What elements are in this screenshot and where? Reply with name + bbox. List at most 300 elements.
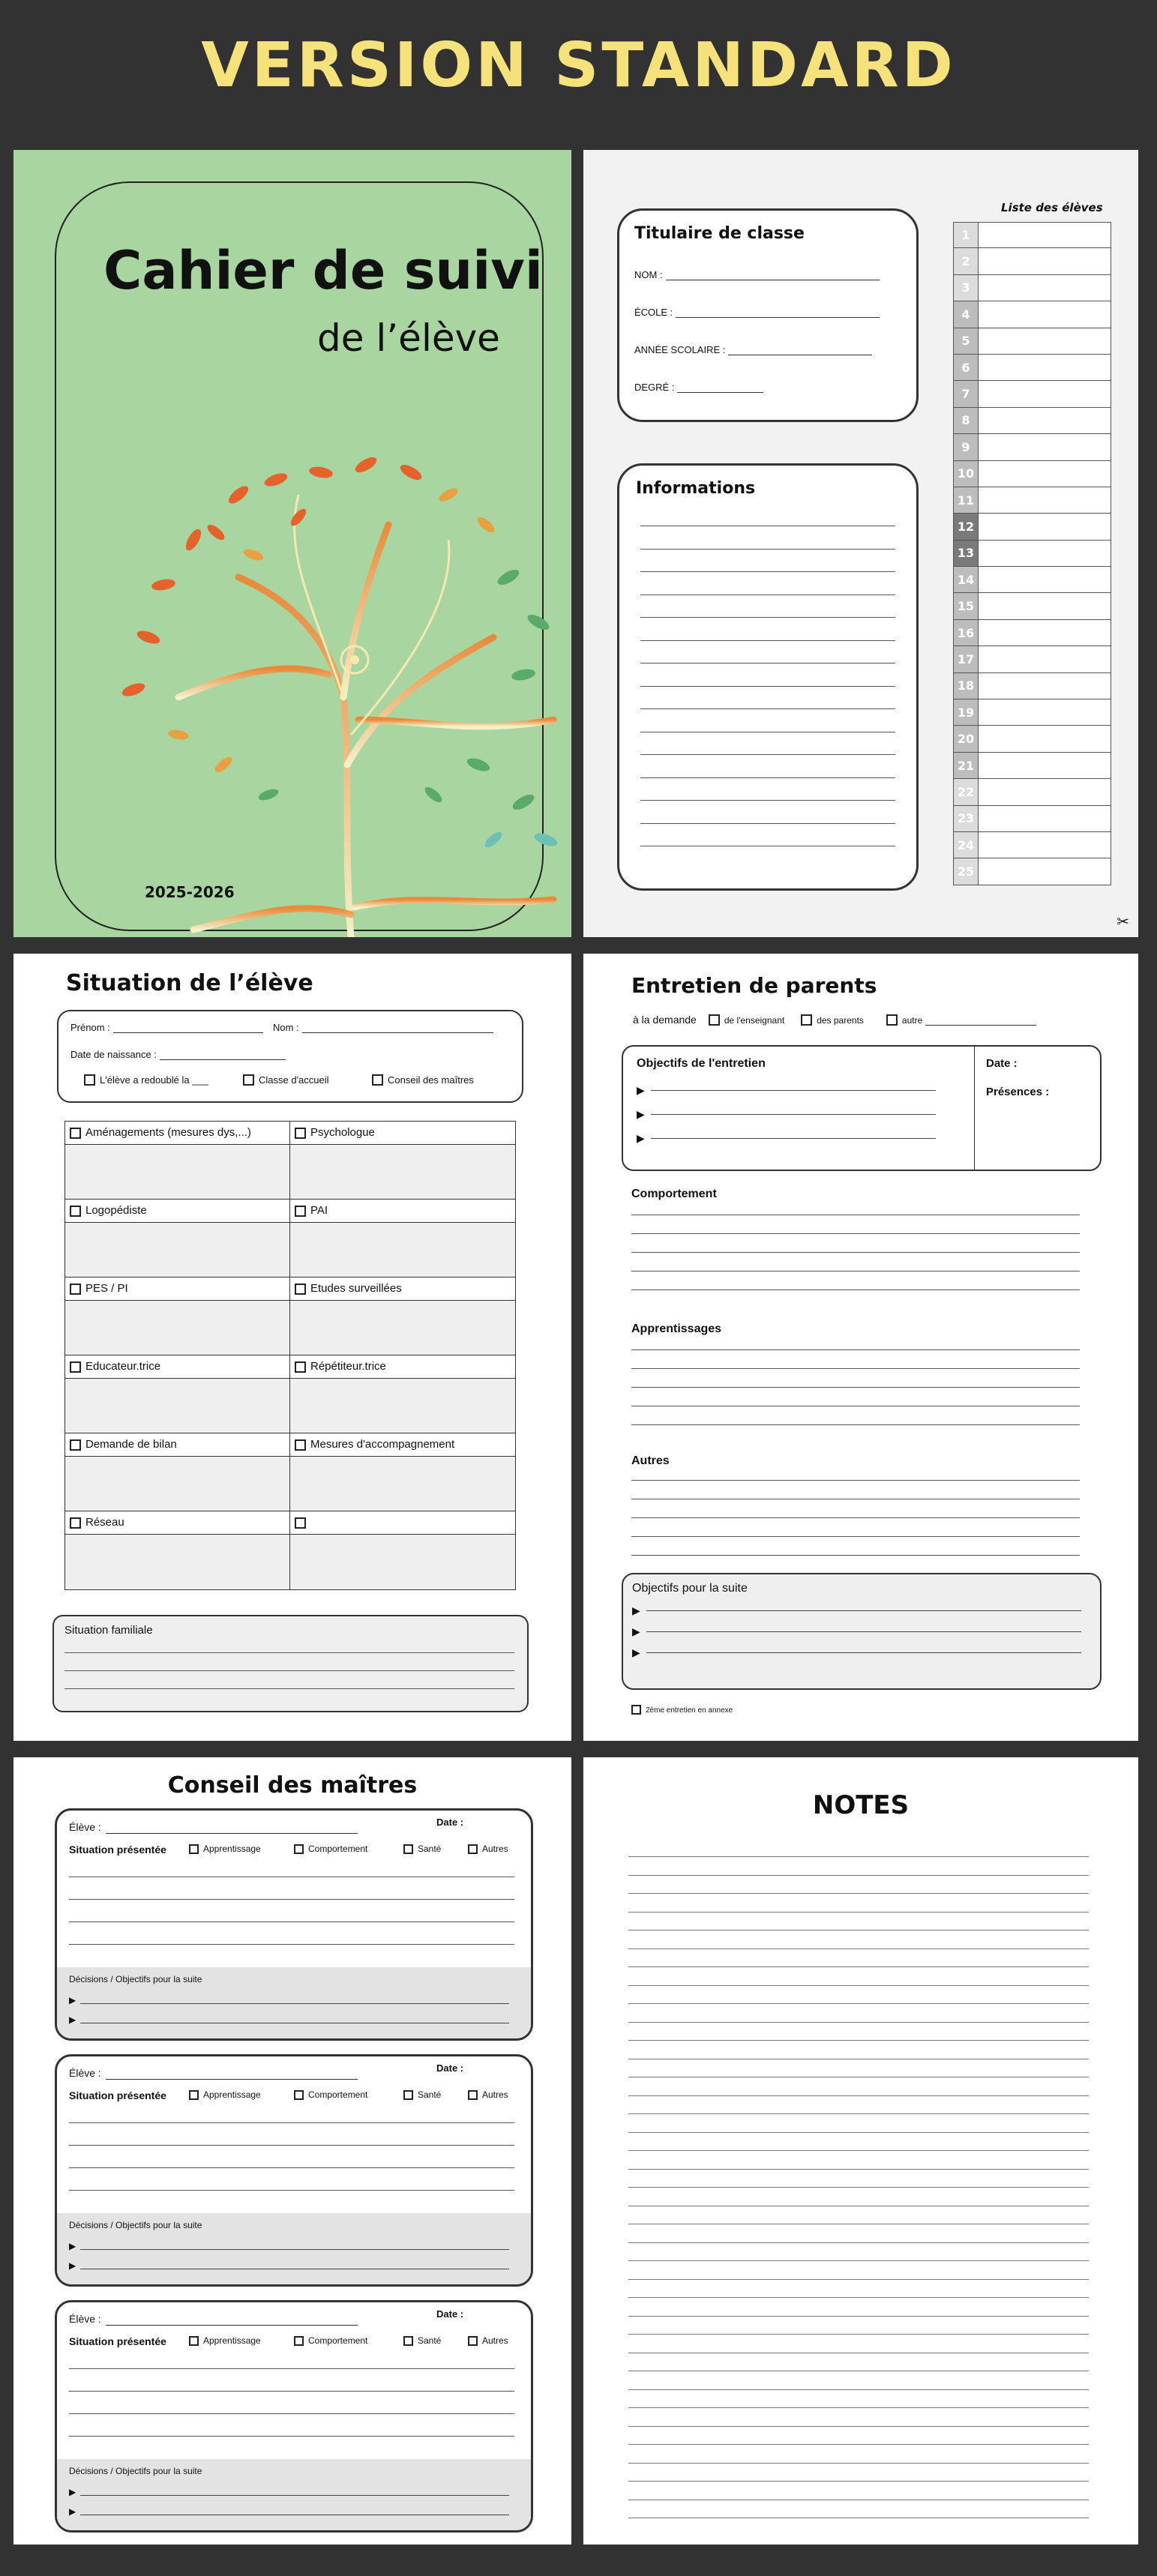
writing-line[interactable]	[640, 571, 895, 572]
titulaire-title: Titulaire de classe	[634, 224, 805, 243]
roster-name-cell[interactable]	[979, 328, 1111, 354]
comportement-label: Comportement	[631, 1188, 717, 1200]
writing-line[interactable]	[628, 2187, 1089, 2188]
ecole-label: ÉCOLE :	[634, 307, 673, 318]
grid-row	[65, 1535, 515, 1589]
writing-line[interactable]	[640, 617, 895, 618]
grid-header-cell[interactable]	[290, 1122, 515, 1145]
roster-row	[953, 646, 1111, 672]
writing-line[interactable]	[628, 2150, 1089, 2151]
writing-line[interactable]	[69, 2391, 514, 2392]
grid-notes-cell[interactable]	[65, 1379, 290, 1433]
writing-line[interactable]	[628, 1948, 1089, 1949]
roster-name-cell[interactable]	[979, 248, 1111, 274]
writing-line[interactable]	[631, 1424, 1080, 1425]
writing-line[interactable]	[628, 2003, 1089, 2004]
roster-name-cell[interactable]	[979, 753, 1111, 778]
writing-line[interactable]	[640, 823, 895, 824]
prenom-field[interactable]	[70, 1022, 263, 1033]
roster-name-cell[interactable]	[979, 567, 1111, 592]
situation-nom-field[interactable]	[273, 1022, 493, 1033]
option-check[interactable]	[294, 2089, 367, 2100]
option-check[interactable]	[189, 1844, 261, 1854]
grid-row	[65, 1511, 515, 1535]
line	[80, 2508, 509, 2515]
eleve-line[interactable]	[106, 2325, 358, 2326]
naissance-field[interactable]	[70, 1049, 286, 1060]
grid-header-cell[interactable]	[65, 1511, 290, 1535]
grid-label: Logopédiste	[85, 1204, 147, 1217]
writing-line[interactable]	[628, 2316, 1089, 2317]
checkbox[interactable]	[70, 1439, 81, 1451]
roster-name-cell[interactable]	[979, 699, 1111, 725]
writing-line[interactable]	[628, 1985, 1089, 1986]
writing-line[interactable]	[628, 2169, 1089, 2170]
roster-number: 3	[954, 275, 979, 301]
roster-number: 4	[954, 301, 979, 327]
writing-line[interactable]	[69, 1944, 514, 1945]
writing-line[interactable]	[631, 1252, 1080, 1253]
roster-row	[953, 275, 1111, 301]
roster-row	[953, 248, 1111, 274]
grid-row	[65, 1457, 515, 1511]
writing-line[interactable]	[628, 2463, 1089, 2464]
checkbox[interactable]	[295, 1206, 306, 1217]
writing-line[interactable]	[628, 2389, 1089, 2390]
presences-label: Présences :	[986, 1086, 1050, 1098]
situation-label: Situation présentée	[69, 1844, 166, 1856]
accueil-check[interactable]	[243, 1074, 329, 1086]
writing-line[interactable]	[640, 800, 895, 801]
checkbox[interactable]	[295, 1284, 306, 1295]
roster-number: 14	[954, 567, 979, 592]
arrow-icon: ▶	[632, 1646, 640, 1658]
situation-nom-label: Nom :	[273, 1022, 299, 1033]
roster-name-cell[interactable]	[979, 487, 1111, 513]
roster-row	[953, 593, 1111, 619]
cover-year: 2025-2026	[145, 883, 235, 901]
objectifs-box	[622, 1045, 1102, 1171]
option-label: Apprentissage	[203, 1844, 261, 1854]
checkbox[interactable]	[294, 2336, 304, 2346]
grid-label: Mesures d'accompagnement	[310, 1438, 455, 1451]
writing-line[interactable]	[628, 2113, 1089, 2114]
checkbox[interactable]	[468, 2090, 478, 2100]
roster-row	[953, 753, 1111, 779]
roster-name-cell[interactable]	[979, 858, 1111, 884]
roster-row	[953, 541, 1111, 567]
option-check[interactable]	[189, 2335, 261, 2346]
writing-line[interactable]	[628, 2260, 1089, 2261]
checkbox[interactable]	[295, 1439, 306, 1451]
roster-row	[953, 699, 1111, 726]
option-check[interactable]	[294, 1844, 367, 1854]
writing-line[interactable]	[640, 549, 895, 550]
scissors-icon: ✂	[1117, 914, 1129, 930]
grid-label: Demande de bilan	[85, 1438, 177, 1451]
writing-line[interactable]	[628, 2242, 1089, 2243]
checkbox[interactable]	[295, 1361, 306, 1373]
opt-enseignant: de l'enseignant	[724, 1015, 785, 1026]
option-label: Apprentissage	[203, 2335, 261, 2346]
objectif-line-3[interactable]	[637, 1132, 936, 1145]
roster-row	[953, 381, 1111, 407]
writing-line[interactable]	[69, 2190, 514, 2191]
situation-page	[13, 954, 571, 1741]
writing-line[interactable]	[628, 2095, 1089, 2096]
writing-line[interactable]	[628, 2022, 1089, 2023]
roster-number: 7	[954, 381, 979, 406]
writing-line[interactable]	[628, 1856, 1089, 1857]
grid-header-cell[interactable]	[290, 1200, 515, 1223]
writing-line[interactable]	[631, 1480, 1080, 1481]
writing-line[interactable]	[628, 1912, 1089, 1913]
roster-number: 6	[954, 355, 979, 380]
roster-name-cell[interactable]	[979, 620, 1111, 645]
support-grid	[64, 1121, 516, 1590]
grid-notes-cell[interactable]	[290, 1457, 515, 1511]
roster-number: 5	[954, 328, 979, 354]
roster-number: 2	[954, 248, 979, 274]
grid-header-cell[interactable]	[290, 1278, 515, 1301]
grid-header-cell[interactable]	[65, 1122, 290, 1145]
grid-row	[65, 1301, 515, 1355]
entretien-title: Entretien de parents	[631, 973, 877, 998]
grid-header-cell[interactable]	[65, 1355, 290, 1379]
writing-line[interactable]	[628, 1930, 1089, 1931]
arrow-icon: ▶	[69, 2014, 76, 2025]
situation-title: Situation de l’élève	[66, 970, 313, 996]
writing-line[interactable]	[69, 2368, 514, 2369]
checkbox[interactable]	[294, 2090, 304, 2100]
decision-line[interactable]	[69, 1995, 509, 2005]
grid-notes-cell[interactable]	[65, 1301, 290, 1355]
demande-row	[633, 1014, 1036, 1026]
option-label: Comportement	[308, 2335, 368, 2346]
grid-notes-cell[interactable]	[290, 1223, 515, 1278]
writing-line[interactable]	[628, 1875, 1089, 1876]
informations-title: Informations	[636, 479, 756, 498]
familiale-box	[52, 1615, 529, 1712]
grid-label: PES / PI	[85, 1282, 128, 1295]
roster-row	[953, 487, 1111, 514]
objectifs-label: Objectifs de l'entretien	[637, 1057, 766, 1070]
naissance-label: Date de naissance :	[70, 1049, 157, 1060]
roster-number: 22	[954, 779, 979, 804]
option-label: Autres	[482, 2089, 508, 2100]
roster-name-cell[interactable]	[979, 806, 1111, 831]
grid-header-cell[interactable]	[290, 1355, 515, 1379]
roster-name-cell[interactable]	[979, 646, 1111, 672]
roster-number: 10	[954, 461, 979, 487]
roster-number: 18	[954, 673, 979, 699]
notes-title: NOTES	[812, 1790, 910, 1820]
checkbox[interactable]	[468, 2336, 478, 2346]
roster-name-cell[interactable]	[979, 673, 1111, 699]
objectif-line-1[interactable]	[637, 1084, 936, 1097]
option-check[interactable]	[468, 2335, 508, 2346]
roster-row	[953, 222, 1111, 248]
arrow-icon: ▶	[632, 1625, 640, 1637]
annexe-check[interactable]	[631, 1705, 733, 1715]
decision-line[interactable]	[69, 2506, 509, 2517]
checkbox[interactable]	[243, 1074, 254, 1086]
checkbox[interactable]	[295, 1517, 306, 1529]
checkbox[interactable]	[189, 2336, 199, 2346]
writing-line[interactable]	[640, 640, 895, 641]
checkbox[interactable]	[295, 1128, 306, 1139]
decision-line[interactable]	[69, 2014, 509, 2025]
arrow-icon: ▶	[69, 2260, 76, 2271]
roster-name-cell[interactable]	[979, 408, 1111, 433]
roster-number: 13	[954, 541, 979, 566]
eleve-line[interactable]	[106, 2079, 358, 2080]
writing-line[interactable]	[628, 1966, 1089, 1967]
familiale-label: Situation familiale	[64, 1624, 153, 1637]
writing-line[interactable]	[631, 1536, 1080, 1537]
roster-number: 9	[954, 434, 979, 460]
roster-number: 23	[954, 806, 979, 831]
arrow-icon: ▶	[637, 1108, 645, 1120]
objectif-line-2[interactable]	[637, 1108, 936, 1121]
checkbox[interactable]	[801, 1014, 812, 1026]
suite-label: Objectifs pour la suite	[632, 1582, 748, 1595]
writing-line[interactable]	[631, 1233, 1080, 1234]
roster-row	[953, 832, 1111, 858]
arrow-icon: ▶	[637, 1084, 645, 1096]
checkbox[interactable]	[70, 1361, 81, 1373]
roster-row	[953, 301, 1111, 328]
roster-number: 8	[954, 408, 979, 433]
writing-line[interactable]	[631, 1289, 1080, 1290]
decisions-label: Décisions / Objectifs pour la suite	[69, 2466, 202, 2476]
conseil-check[interactable]	[372, 1074, 474, 1086]
conseil-entry	[55, 1808, 533, 2041]
suite-line-1[interactable]	[632, 1604, 1081, 1617]
checkbox[interactable]	[84, 1074, 95, 1086]
writing-line[interactable]	[69, 1899, 514, 1900]
suite-line-2[interactable]	[632, 1625, 1081, 1638]
checkbox[interactable]	[372, 1074, 383, 1086]
eleve-line[interactable]	[106, 1833, 358, 1834]
writing-line[interactable]	[69, 2436, 514, 2437]
writing-line[interactable]	[69, 2145, 514, 2146]
banner-title: VERSION STANDARD	[201, 30, 956, 101]
grid-row	[65, 1355, 515, 1379]
roster-row	[953, 355, 1111, 381]
decision-line[interactable]	[69, 2260, 509, 2271]
checkbox[interactable]	[403, 2090, 413, 2100]
decision-line[interactable]	[69, 2487, 509, 2497]
roster-row	[953, 434, 1111, 460]
checkbox[interactable]	[403, 2336, 413, 2346]
option-check[interactable]	[403, 2089, 441, 2100]
roster-name-cell[interactable]	[979, 514, 1111, 539]
roster-number: 21	[954, 753, 979, 778]
checkbox[interactable]	[403, 1844, 413, 1854]
roster-name-cell[interactable]	[979, 726, 1111, 751]
arrow-icon: ▶	[69, 1995, 76, 2005]
annexe-label: 2ème entretien en annexe	[646, 1706, 733, 1715]
checkbox[interactable]	[468, 1844, 478, 1854]
checkbox[interactable]	[631, 1705, 641, 1715]
conseil-entry	[55, 2054, 533, 2287]
grid-header-cell[interactable]	[290, 1511, 515, 1535]
line	[80, 2488, 509, 2496]
writing-line[interactable]	[628, 1893, 1089, 1894]
writing-line[interactable]	[640, 777, 895, 778]
option-check[interactable]	[468, 1844, 508, 1854]
writing-line[interactable]	[631, 1555, 1080, 1556]
writing-line[interactable]	[631, 1387, 1080, 1388]
situation-label: Situation présentée	[69, 2335, 166, 2347]
writing-line[interactable]	[640, 708, 895, 709]
conseil-title: Conseil des maîtres	[167, 1772, 418, 1799]
redouble-check[interactable]	[84, 1074, 208, 1086]
grid-notes-cell[interactable]	[65, 1223, 290, 1278]
checkbox[interactable]	[886, 1014, 898, 1026]
writing-line[interactable]	[631, 1517, 1080, 1518]
grid-header-cell[interactable]	[290, 1433, 515, 1457]
option-check[interactable]	[294, 2335, 367, 2346]
ecole-field[interactable]	[634, 307, 880, 318]
writing-line[interactable]	[628, 2297, 1089, 2298]
conseil-page	[13, 1757, 571, 2545]
date-label: Date :	[986, 1057, 1018, 1070]
checkbox[interactable]	[70, 1206, 81, 1217]
writing-line[interactable]	[69, 2167, 514, 2168]
grid-header-cell[interactable]	[65, 1433, 290, 1457]
writing-line[interactable]	[628, 2444, 1089, 2445]
nom-field[interactable]	[634, 269, 880, 280]
checkbox[interactable]	[294, 1844, 304, 1854]
writing-line[interactable]	[628, 2407, 1089, 2408]
grid-notes-cell[interactable]	[290, 1535, 515, 1589]
grid-header-cell[interactable]	[65, 1278, 290, 1301]
roster-row	[953, 408, 1111, 434]
checkbox[interactable]	[70, 1128, 81, 1139]
writing-line[interactable]	[628, 2279, 1089, 2280]
option-label: Comportement	[308, 1844, 368, 1854]
roster-name-cell[interactable]	[979, 832, 1111, 858]
grid-notes-cell[interactable]	[65, 1457, 290, 1511]
grid-header-cell[interactable]	[65, 1200, 290, 1223]
demande-label: à la demande	[633, 1014, 697, 1026]
roster-number: 24	[954, 832, 979, 858]
roster-name-cell[interactable]	[979, 223, 1111, 247]
checkbox[interactable]	[70, 1517, 81, 1529]
grid-label: Psychologue	[310, 1126, 375, 1139]
writing-line[interactable]	[69, 2413, 514, 2414]
option-label: Santé	[418, 1844, 442, 1854]
grid-row	[65, 1122, 515, 1145]
situation-label: Situation présentée	[69, 2089, 166, 2101]
suite-box	[622, 1573, 1102, 1690]
roster-name-cell[interactable]	[979, 275, 1111, 301]
writing-line[interactable]	[631, 1271, 1080, 1272]
option-label: Autres	[482, 2335, 508, 2346]
roster-number: 16	[954, 620, 979, 645]
roster-name-cell[interactable]	[979, 434, 1111, 460]
roster-name-cell[interactable]	[979, 779, 1111, 804]
tree-illustration	[103, 450, 571, 937]
titulaire-box	[617, 208, 919, 422]
roster-number: 15	[954, 593, 979, 619]
date-label: Date :	[436, 2062, 464, 2074]
entretien-page	[583, 954, 1138, 1741]
writing-line[interactable]	[628, 2040, 1089, 2041]
line	[80, 2242, 509, 2250]
roster-row	[953, 779, 1111, 805]
grid-label: Répétiteur.trice	[310, 1360, 386, 1373]
option-check[interactable]	[468, 2089, 508, 2100]
grid-notes-cell[interactable]	[65, 1145, 290, 1200]
writing-line[interactable]	[69, 2122, 514, 2123]
roster-row	[953, 514, 1111, 540]
grid-notes-cell[interactable]	[65, 1535, 290, 1589]
degre-field[interactable]	[634, 382, 763, 393]
option-label: Autres	[482, 1844, 508, 1854]
conseil-entry	[55, 2300, 533, 2533]
option-check[interactable]	[189, 2089, 261, 2100]
autres-label: Autres	[631, 1454, 670, 1467]
option-label: Santé	[418, 2335, 442, 2346]
option-check[interactable]	[403, 2335, 441, 2346]
option-check[interactable]	[403, 1844, 441, 1854]
checkbox[interactable]	[70, 1284, 81, 1295]
decision-line[interactable]	[69, 2241, 509, 2251]
roster-name-cell[interactable]	[979, 461, 1111, 487]
grid-row	[65, 1379, 515, 1433]
notes-page	[583, 1757, 1138, 2545]
roster-number: 11	[954, 487, 979, 513]
checkbox[interactable]	[709, 1014, 720, 1026]
roster-row	[953, 858, 1111, 885]
writing-line[interactable]	[628, 2426, 1089, 2427]
arrow-icon: ▶	[632, 1604, 640, 1616]
writing-line[interactable]	[631, 1349, 1080, 1350]
writing-line[interactable]	[640, 686, 895, 687]
suite-line-3[interactable]	[632, 1646, 1081, 1659]
roster-name-cell[interactable]	[979, 301, 1111, 327]
roster-name-cell[interactable]	[979, 381, 1111, 406]
roster-row	[953, 620, 1111, 646]
prenom-label: Prénom :	[70, 1022, 110, 1033]
grid-notes-cell[interactable]	[290, 1379, 515, 1433]
writing-line[interactable]	[628, 2334, 1089, 2335]
checkbox[interactable]	[189, 1844, 199, 1854]
checkbox[interactable]	[189, 2090, 199, 2100]
annee-field[interactable]	[634, 344, 872, 355]
writing-line[interactable]	[628, 2132, 1089, 2133]
grid-label: Educateur.trice	[85, 1360, 161, 1373]
roster-name-cell[interactable]	[979, 355, 1111, 380]
writing-line[interactable]	[631, 1368, 1080, 1369]
writing-line[interactable]	[628, 2481, 1089, 2482]
accueil-label: Classe d'accueil	[259, 1074, 329, 1086]
roster-name-cell[interactable]	[979, 593, 1111, 619]
option-label: Santé	[418, 2089, 442, 2100]
decisions-label: Décisions / Objectifs pour la suite	[69, 1974, 202, 1984]
arrow-icon: ▶	[69, 2506, 76, 2517]
grid-notes-cell[interactable]	[290, 1301, 515, 1355]
writing-line[interactable]	[640, 754, 895, 755]
grid-label: Réseau	[85, 1516, 124, 1529]
degre-label: DEGRÉ :	[634, 382, 675, 393]
roster-name-cell[interactable]	[979, 541, 1111, 566]
grid-notes-cell[interactable]	[290, 1145, 515, 1200]
grid-label: Etudes surveillées	[310, 1282, 402, 1295]
